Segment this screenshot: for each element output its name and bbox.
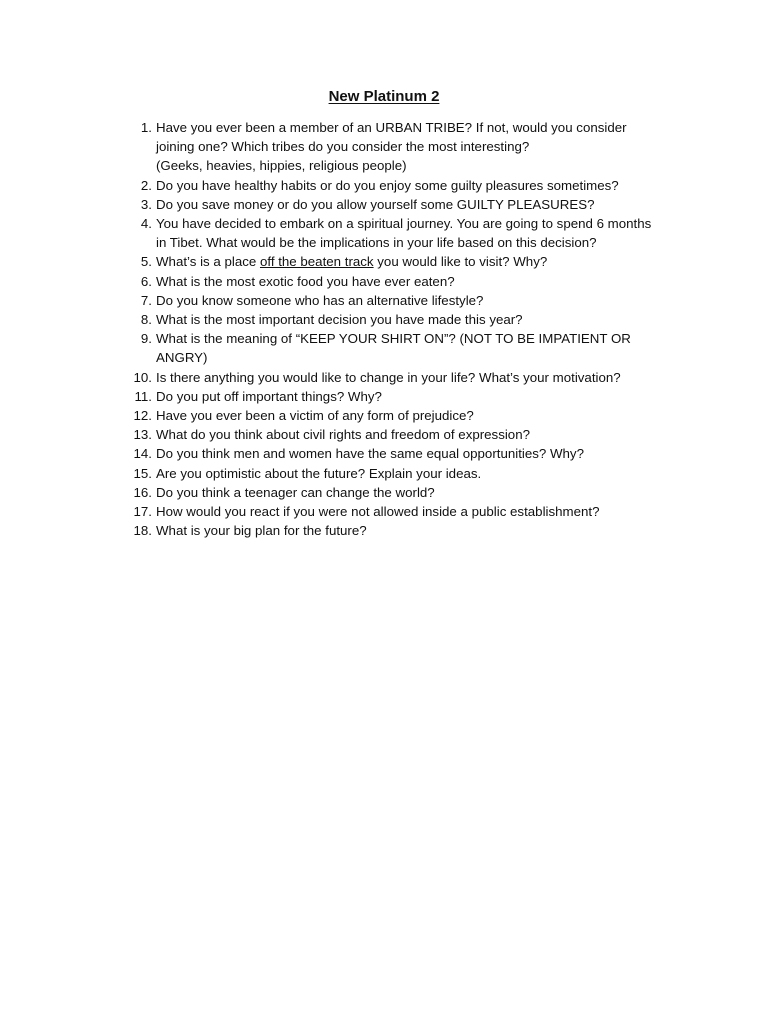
item-number: 15. (133, 465, 152, 481)
item-number: 11. (134, 388, 152, 404)
list-item (130, 291, 660, 310)
question-text: How would you react if you were not allowed inside a public establishment? (156, 504, 600, 520)
list-item (130, 502, 660, 521)
item-number: 10. (133, 369, 152, 385)
question-text-start: What’s is a place (156, 254, 260, 270)
item-number: 6. (140, 273, 152, 289)
list-item (130, 329, 660, 367)
item-number: 12. (133, 408, 152, 424)
item-number: 5. (140, 254, 152, 270)
item-number: 4. (140, 216, 152, 232)
question-text: What do you think about civil rights and freedom of expression? (156, 427, 530, 443)
list-item (130, 444, 660, 463)
question-text: What is your big plan for the future? (156, 523, 367, 539)
question-text: Do you have healthy habits or do you enjoy some guilty pleasures sometimes? (156, 177, 619, 193)
list-item (130, 368, 660, 387)
question-text: Have you ever been a member of an URBAN TRIBE? If not, would you consider joining one? Which tribes do you consider the most interesting? (156, 120, 627, 155)
question-text-end: you would like to visit? Why? (373, 254, 548, 270)
list-item (130, 252, 660, 271)
list-item (130, 464, 660, 483)
question-text: Is there anything you would like to change in your life? What’s your motivation? (156, 369, 621, 385)
list-item (130, 214, 660, 252)
item-number: 18. (133, 523, 152, 539)
question-text: Have you ever been a victim of any form of prejudice? (156, 408, 474, 424)
item-number: 17. (133, 504, 152, 520)
item-number: 14. (133, 446, 152, 462)
question-text: You have decided to embark on a spiritual journey. You are going to spend 6 months in Tibet. What would be the implications in your life based on this decision? (156, 216, 652, 251)
question-text: Do you think men and women have the same equal opportunities? Why? (156, 446, 584, 462)
item-number: 8. (140, 312, 152, 328)
question-text: Are you optimistic about the future? Explain your ideas. (156, 465, 482, 481)
underlined-phrase: off the beaten track (259, 254, 374, 270)
item-number: 13. (133, 427, 152, 443)
question-text: Do you save money or do you allow yourself some GUILTY PLEASURES? (156, 196, 595, 212)
item-number: 2. (140, 177, 152, 193)
item-number: 9. (140, 331, 152, 347)
item-number: 16. (133, 484, 152, 500)
list-item (130, 176, 660, 195)
question-note: (Geeks, heavies, hippies, religious people) (156, 158, 407, 174)
list-item (130, 310, 660, 329)
question-list (130, 118, 660, 540)
item-number: 1. (140, 120, 152, 135)
question-text: What is the most important decision you have made this year? (156, 312, 523, 328)
list-item (130, 272, 660, 291)
item-number: 7. (140, 292, 152, 308)
question-text: Do you think a teenager can change the world? (156, 484, 435, 500)
question-text: Do you know someone who has an alternative lifestyle? (156, 292, 484, 308)
page-title: New Platinum 2 (328, 88, 440, 105)
list-item (130, 521, 660, 540)
question-text: What is the most exotic food you have ever eaten? (156, 273, 455, 289)
list-item (130, 483, 660, 502)
list-item (130, 118, 660, 176)
list-item (130, 425, 660, 444)
question-text: Do you put off important things? Why? (156, 388, 382, 404)
list-item (130, 195, 660, 214)
item-number: 3. (140, 196, 152, 212)
question-text: What is the meaning of “KEEP YOUR SHIRT ON”? (NOT TO BE IMPATIENT OR ANGRY) (156, 331, 631, 366)
list-item (130, 387, 660, 406)
list-item (130, 406, 660, 425)
question-text (156, 254, 547, 269)
